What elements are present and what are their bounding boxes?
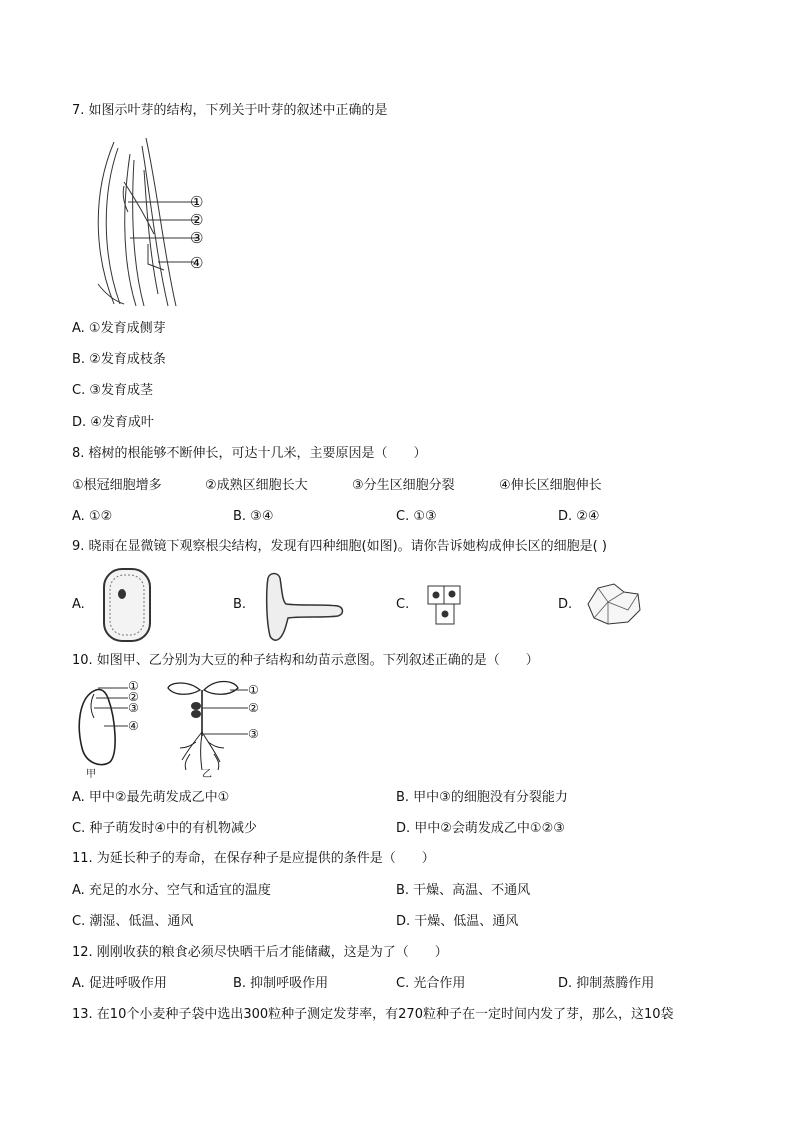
q9-stem: 9. 晓雨在显微镜下观察根尖结构，发现有四种细胞(如图)。请你告诉她构成伸长区的细胞是( ) — [72, 539, 607, 554]
q8-option-b: B. ③④ — [233, 509, 274, 524]
q7-option-a: A. ①发育成侧芽 — [72, 321, 166, 336]
q13-stem: 13. 在10个小麦种子袋中选出300粒种子测定发芽率，有270粒种子在一定时间内发了芽，那么，这10袋 — [72, 1007, 674, 1022]
q10-option-d: D. 甲中②会萌发成乙中①②③ — [396, 821, 565, 836]
q7-option-b: B. ②发育成枝条 — [72, 352, 166, 367]
q10-caption-yi: 乙 — [202, 769, 212, 780]
q10-seedling-label-3: ③ — [248, 727, 259, 741]
q9-option-a: A. — [72, 597, 85, 612]
q8-statement-1: ①根冠细胞增多 — [72, 478, 162, 493]
q8-stem: 8. 榕树的根能够不断伸长，可达十几米，主要原因是（ ） — [72, 446, 427, 461]
q7-label-1: ① — [190, 193, 204, 211]
q10-stem: 10. 如图甲、乙分别为大豆的种子结构和幼苗示意图。下列叙述正确的是（ ） — [72, 653, 539, 668]
q12-option-a: A. 促进呼吸作用 — [72, 976, 167, 991]
q9-option-d: D. — [558, 597, 573, 612]
cell-b-image — [262, 570, 346, 642]
q10-option-b: B. 甲中③的细胞没有分裂能力 — [396, 790, 568, 805]
q8-option-a: A. ①② — [72, 509, 113, 524]
q10-seed-label-1: ① — [128, 679, 139, 693]
q11-option-b: B. 干燥、高温、不通风 — [396, 883, 531, 898]
q7-option-c: C. ③发育成茎 — [72, 383, 153, 398]
q7-option-d: D. ④发育成叶 — [72, 415, 154, 430]
q8-statement-2: ②成熟区细胞长大 — [205, 478, 308, 493]
q8-statement-4: ④伸长区细胞伸长 — [499, 478, 602, 493]
q11-option-d: D. 干燥、低温、通风 — [396, 914, 519, 929]
q9-option-c: C. — [396, 597, 410, 612]
q10-seed-label-4: ④ — [128, 719, 139, 733]
q8-option-d: D. ②④ — [558, 509, 600, 524]
q10-option-c: C. 种子萌发时④中的有机物减少 — [72, 821, 257, 836]
q11-option-c: C. 潮湿、低温、通风 — [72, 914, 194, 929]
cell-c-image — [426, 584, 462, 626]
q11-option-a: A. 充足的水分、空气和适宜的温度 — [72, 883, 271, 898]
q7-label-4: ④ — [190, 254, 204, 272]
q11-stem: 11. 为延长种子的寿命，在保存种子是应提供的条件是（ ） — [72, 851, 435, 866]
soybean-seedling-figure — [160, 676, 260, 776]
q12-option-c: C. 光合作用 — [396, 976, 466, 991]
q12-option-b: B. 抑制呼吸作用 — [233, 976, 329, 991]
q8-option-c: C. ①③ — [396, 509, 437, 524]
q12-option-d: D. 抑制蒸腾作用 — [558, 976, 655, 991]
q7-label-2: ② — [190, 211, 204, 229]
cell-a-image — [100, 566, 156, 644]
q10-caption-jia: 甲 — [86, 769, 96, 780]
q10-seed-label-2: ② — [128, 690, 139, 704]
q10-seed-label-3: ③ — [128, 701, 139, 715]
q8-statement-3: ③分生区细胞分裂 — [352, 478, 455, 493]
leaf-bud-figure — [84, 134, 234, 310]
q10-seedling-label-1: ① — [248, 683, 259, 697]
q10-seedling-label-2: ② — [248, 701, 259, 715]
q7-label-3: ③ — [190, 229, 204, 247]
q9-option-b: B. — [233, 597, 247, 612]
q10-option-a: A. 甲中②最先萌发成乙中① — [72, 790, 230, 805]
cell-d-image — [584, 580, 644, 628]
q12-stem: 12. 刚刚收获的粮食必须尽快晒干后才能储藏，这是为了（ ） — [72, 945, 448, 960]
q7-stem: 7. 如图示叶芽的结构，下列关于叶芽的叙述中正确的是 — [72, 103, 388, 118]
soybean-seed-figure — [74, 680, 154, 778]
